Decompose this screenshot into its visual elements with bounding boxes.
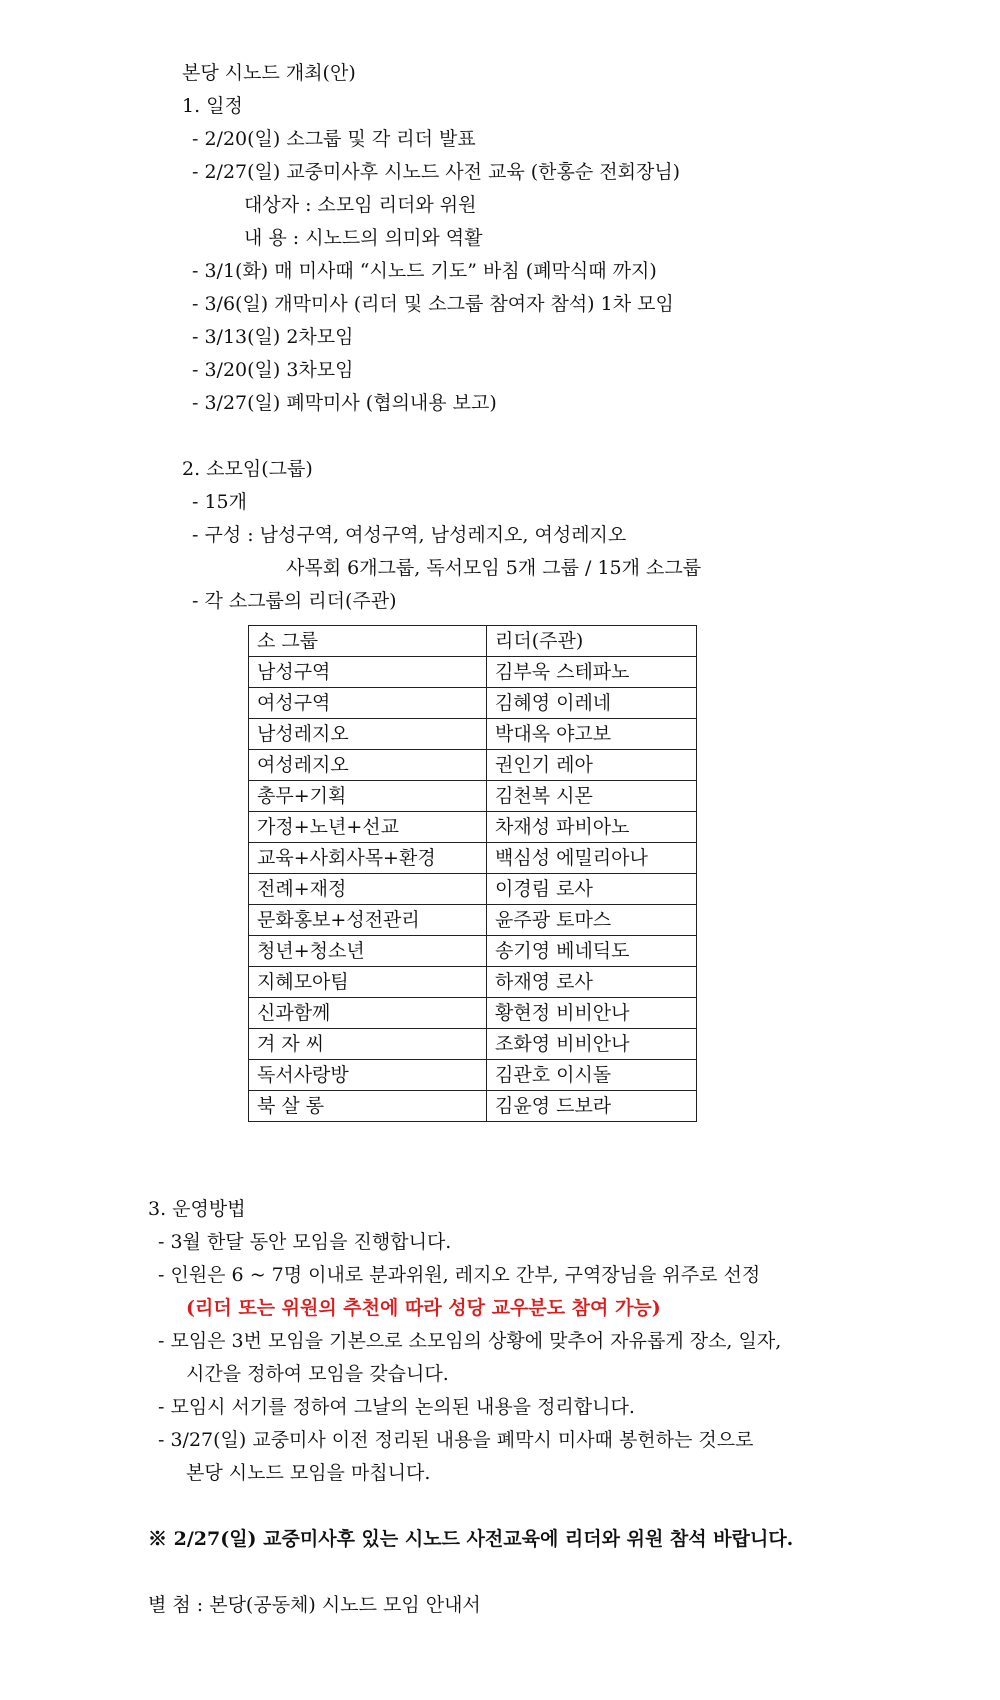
schedule-item: - 3/20(일) 3차모임	[192, 359, 354, 381]
table-row	[249, 1029, 697, 1060]
schedule-item: - 3/27(일) 폐막미사 (협의내용 보고)	[192, 392, 497, 414]
method-item-continuation: 본당 시노드 모임을 마칩니다.	[186, 1462, 431, 1484]
group-name-cell: 청년+청소년	[249, 936, 487, 967]
table-row	[249, 998, 697, 1029]
document-title: 본당 시노드 개최(안)	[182, 62, 356, 84]
leader-name-cell: 조화영 비비안나	[487, 1029, 697, 1060]
schedule-item: - 3/1(화) 매 미사때 “시노드 기도” 바침 (폐막식때 까지)	[192, 260, 657, 282]
group-item: - 각 소그룹의 리더(주관)	[192, 590, 397, 612]
table-header-cell: 리더(주관)	[487, 626, 697, 657]
leader-name-cell: 차재성 파비아노	[487, 812, 697, 843]
notice-text: ※ 2/27(일) 교중미사후 있는 시노드 사전교육에 리더와 위원 참석 바랍니다.	[148, 1528, 794, 1550]
group-name-cell: 가정+노년+선교	[249, 812, 487, 843]
table-row	[249, 874, 697, 905]
schedule-item: - 2/27(일) 교중미사후 시노드 사전 교육 (한홍순 전회장님)	[192, 161, 681, 183]
table-row	[249, 1060, 697, 1091]
table-row	[249, 812, 697, 843]
group-name-cell: 남성구역	[249, 657, 487, 688]
section3-heading: 3. 운영방법	[148, 1198, 246, 1220]
method-item: - 인원은 6 ~ 7명 이내로 분과위원, 레지오 간부, 구역장님을 위주로 선정	[158, 1264, 761, 1286]
group-name-cell: 전례+재정	[249, 874, 487, 905]
leader-name-cell: 백심성 에밀리아나	[487, 843, 697, 874]
schedule-item: - 3/13(일) 2차모임	[192, 326, 354, 348]
schedule-subitem: 대상자 : 소모임 리더와 위원	[244, 194, 477, 216]
leader-name-cell: 하재영 로사	[487, 967, 697, 998]
table-header-cell: 소 그룹	[249, 626, 487, 657]
schedule-item: - 2/20(일) 소그룹 및 각 리더 발표	[192, 128, 476, 150]
group-item: - 구성 : 남성구역, 여성구역, 남성레지오, 여성레지오	[192, 524, 627, 546]
group-name-cell: 여성레지오	[249, 750, 487, 781]
group-name-cell: 겨 자 씨	[249, 1029, 487, 1060]
leader-name-cell: 박대옥 야고보	[487, 719, 697, 750]
table-row	[249, 967, 697, 998]
table-row	[249, 781, 697, 812]
table-row	[249, 936, 697, 967]
attachment-text: 별 첨 : 본당(공동체) 시노드 모임 안내서	[148, 1594, 481, 1616]
group-name-cell: 여성구역	[249, 688, 487, 719]
method-item: - 3/27(일) 교중미사 이전 정리된 내용을 폐막시 미사때 봉헌하는 것으로	[158, 1429, 754, 1451]
group-name-cell: 문화홍보+성전관리	[249, 905, 487, 936]
table-header-row	[249, 626, 697, 657]
method-item-continuation: 시간을 정하여 모임을 갖습니다.	[186, 1363, 449, 1385]
group-name-cell: 총무+기획	[249, 781, 487, 812]
method-highlight-note: (리더 또는 위원의 추천에 따라 성당 교우분도 참여 가능)	[186, 1297, 661, 1319]
leader-name-cell: 황현정 비비안나	[487, 998, 697, 1029]
group-name-cell: 신과함께	[249, 998, 487, 1029]
leader-name-cell: 김윤영 드보라	[487, 1091, 697, 1122]
method-item: - 3월 한달 동안 모임을 진행합니다.	[158, 1231, 452, 1253]
table-row	[249, 843, 697, 874]
group-name-cell: 독서사랑방	[249, 1060, 487, 1091]
leader-name-cell: 김천복 시몬	[487, 781, 697, 812]
section2-heading: 2. 소모임(그룹)	[182, 458, 313, 480]
leader-name-cell: 이경림 로사	[487, 874, 697, 905]
group-name-cell: 북 살 롱	[249, 1091, 487, 1122]
leader-name-cell: 권인기 레아	[487, 750, 697, 781]
group-item: - 15개	[192, 491, 247, 513]
group-name-cell: 교육+사회사목+환경	[249, 843, 487, 874]
group-leader-table	[248, 625, 697, 1122]
table-row	[249, 1091, 697, 1122]
group-name-cell: 남성레지오	[249, 719, 487, 750]
method-item: - 모임시 서기를 정하여 그날의 논의된 내용을 정리합니다.	[158, 1396, 635, 1418]
leader-name-cell: 김혜영 이레네	[487, 688, 697, 719]
leader-name-cell: 김관호 이시돌	[487, 1060, 697, 1091]
section1-heading: 1. 일정	[182, 95, 243, 117]
table-row	[249, 657, 697, 688]
schedule-item: - 3/6(일) 개막미사 (리더 및 소그룹 참여자 참석) 1차 모임	[192, 293, 674, 315]
leader-name-cell: 김부욱 스테파노	[487, 657, 697, 688]
leader-name-cell: 송기영 베네딕도	[487, 936, 697, 967]
group-name-cell: 지혜모아팀	[249, 967, 487, 998]
group-subitem: 사목회 6개그룹, 독서모임 5개 그룹 / 15개 소그룹	[286, 557, 702, 579]
table-row	[249, 905, 697, 936]
leader-name-cell: 윤주광 토마스	[487, 905, 697, 936]
schedule-subitem: 내 용 : 시노드의 의미와 역활	[244, 227, 483, 249]
table-row	[249, 750, 697, 781]
table-row	[249, 719, 697, 750]
table-row	[249, 688, 697, 719]
method-item: - 모임은 3번 모임을 기본으로 소모임의 상황에 맞추어 자유롭게 장소, 일자,	[158, 1330, 782, 1352]
